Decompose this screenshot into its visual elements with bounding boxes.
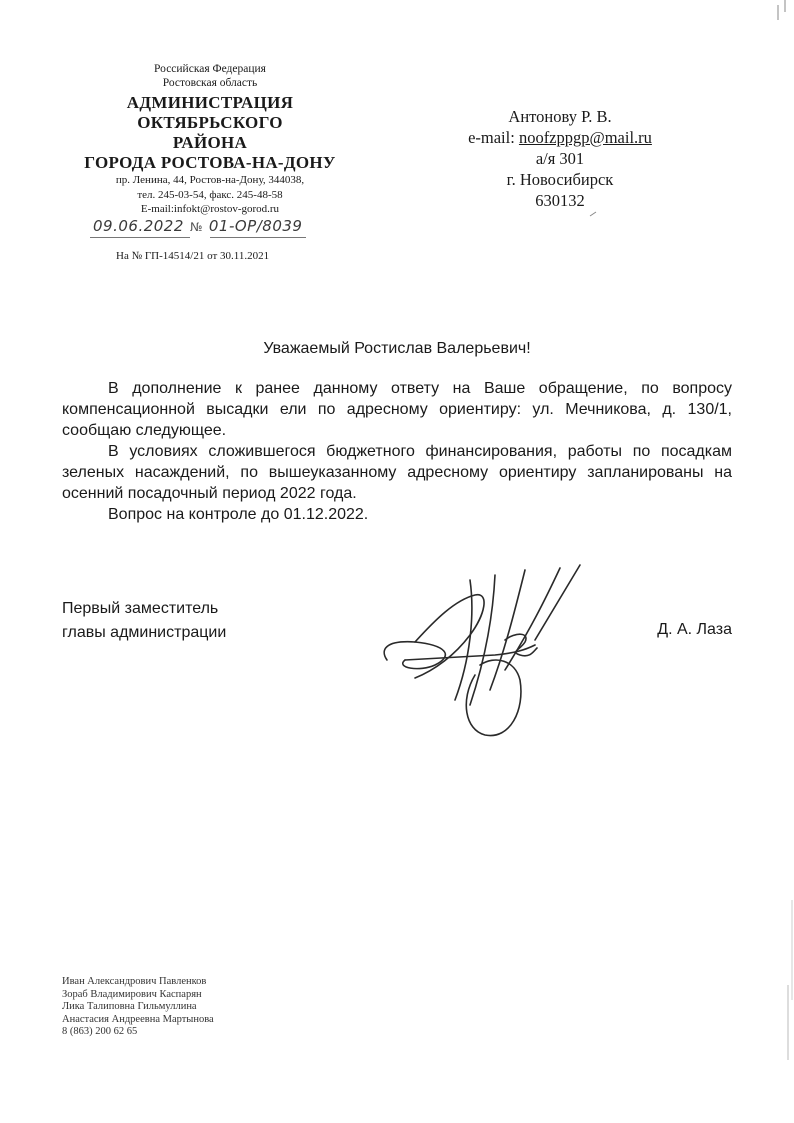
executor-3: Лика Талиповна Гильмуллина (62, 1001, 197, 1012)
outgoing-registration (93, 217, 302, 235)
outgoing-number: 01-ОР/8039 (208, 217, 303, 235)
executors-block (62, 976, 214, 1039)
executor-phone: 8 (863) 200 62 65 (62, 1026, 138, 1037)
date-underline (90, 237, 190, 238)
body-paragraph-3: Вопрос на контроле до 01.12.2022. (108, 506, 369, 523)
letter-body (62, 378, 732, 525)
recipient-block (430, 106, 690, 211)
executor-4: Анастасия Андреевна Мартынова (62, 1013, 214, 1025)
org-address: пр. Ленина, 44, Ростов-на-Дону, 344038, (115, 174, 305, 186)
signer-name: Д. А. Лаза (657, 621, 732, 638)
reference-number: На № ГП-14514/21 от 30.11.2021 (116, 250, 270, 262)
org-name-line1: АДМИНИСТРАЦИЯ (126, 93, 294, 112)
recipient-name: Антонову Р. В. (508, 107, 612, 126)
org-email: E-mail:infokt@rostov-gorod.ru (140, 203, 280, 215)
body-paragraph-2: В условиях сложившегося бюджетного финансирования, работы по посадкам зеленых насаждений, по вышеуказанному адресному ориентиру запланированы на осенний посадочный период 2022 года. (62, 443, 732, 502)
number-underline (210, 237, 306, 238)
signer-title-line2: главы администрации (62, 624, 227, 641)
recipient-email-link: noofzppgp@mail.ru (518, 128, 652, 147)
executor-1: Иван Александрович Павленков (62, 976, 207, 987)
org-phone-fax: тел. 245-03-54, факс. 245-48-58 (137, 188, 283, 201)
signer-title-line1: Первый заместитель (62, 600, 219, 617)
executor-2: Зораб Владимирович Каспарян (62, 988, 202, 1000)
country-name: Российская Федерация (154, 63, 266, 75)
body-paragraph-1: В дополнение к ранее данному ответу на Ваше обращение, по вопросу компенсационной высадки ели по адресному ориентиру: ул. Мечникова, д. 130/1, сообщаю следующее. (62, 380, 732, 439)
handwritten-signature (375, 560, 605, 745)
letterhead (60, 62, 360, 217)
salutation: Уважаемый Ростислав Валерьевич! (263, 340, 531, 357)
number-sign: № (189, 220, 203, 234)
org-name-line2: ОКТЯБРЬСКОГО (137, 113, 283, 132)
region-name: Ростовская область (162, 77, 258, 89)
recipient-email (430, 127, 690, 148)
recipient-city: г. Новосибирск (506, 170, 614, 189)
outgoing-date: 09.06.2022 (93, 217, 184, 235)
signer-title (62, 597, 226, 645)
recipient-email-label: e-mail: (468, 128, 519, 147)
recipient-postcode: 630132 (535, 191, 585, 210)
recipient-po-box: а/я 301 (535, 149, 585, 168)
org-name-line3: РАЙОНА (172, 133, 248, 152)
org-name-line4: ГОРОДА РОСТОВА-НА-ДОНУ (84, 153, 336, 172)
